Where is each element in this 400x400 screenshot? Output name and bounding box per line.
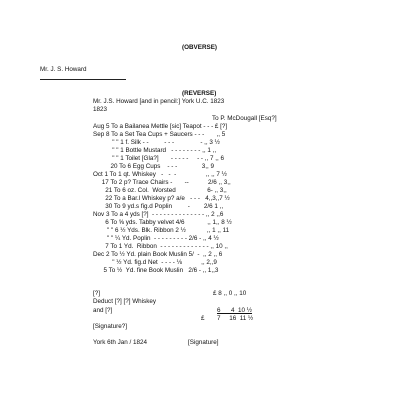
summary-deduction: 6 4 10 ½	[217, 307, 253, 314]
entry-line: " " 1 Bottle Mustard - - - - - - - - ,, 1 ,,	[93, 147, 217, 154]
entry-line: 7 To 1 Yd. Ribbon - - - - - - - - - - - - - ,, 10 ,,	[93, 243, 228, 250]
entry-line: Dec 2 To ½ Yd. plain Book Muslin 5/ - ,, 2 ,, 6	[93, 251, 223, 258]
entry-line: 30 To 9 yd.s fig.d Poplin - 2/6 1 ,,	[93, 203, 224, 210]
summary-label: [?]	[93, 290, 101, 297]
reverse-header-year: 1823	[93, 106, 108, 113]
entry-line: 5 To ½ Yd. fine Book Muslin 2/6 - ,, 1,,3	[93, 267, 219, 274]
entry-line: 17 To 2 p? Trace Chairs - -- 2/6 ,, 3,,	[93, 179, 231, 186]
summary-total: 7 16 11 ½	[217, 315, 254, 322]
entry-line: Nov 3 To a 4 yds [?] - - - - - - - - - - - - - - ,, 2 ,,6	[93, 211, 224, 218]
date-place: York 6th Jan / 1824	[93, 339, 148, 346]
entry-line: " " ¼ Yd. Poplin - - - - - - - - - 2/6 - ,, 4 ½	[93, 235, 219, 242]
summary-deduct-label-cont: and [?]	[93, 307, 113, 314]
entry-line: 20 To 6 Egg Cups - - - 3,, 9	[93, 163, 214, 170]
entry-line: " " 1 Toilet [Gla?] - - - - - - - ,, 7 ,, 6	[93, 155, 225, 162]
entry-line: Sep 8 To a Set Tea Cups + Saucers - - - ,, 5	[93, 131, 226, 138]
summary-total-currency: £	[201, 315, 205, 322]
entry-line: Aug 5 To a Bailanea Mettle [sic] Teapot - - - £ [?]	[93, 123, 228, 130]
entry-line: 6 To ⅝ yds. Tabby velvet 4/6 ,, 1,, 8 ½	[93, 219, 232, 226]
obverse-heading: (OBVERSE)	[182, 44, 217, 51]
entry-line: " " 6 ½ Yds. Blk. Ribbon 2 ½ ,, 1 ,, 11	[93, 227, 230, 234]
reverse-heading: (REVERSE)	[182, 90, 217, 97]
entry-line: 21 To 6 oz. Col. Worsted 6- ,, 3,,	[93, 187, 227, 194]
summary-deduct-label: Deduct [?] [?] Whiskey	[93, 298, 156, 305]
entry-line: 22 To a Bar.l Whiskey p? a/e - - - 4,,3,,7 ½	[93, 195, 230, 202]
obverse-divider	[40, 79, 126, 80]
summary-subtotal: £ 8 ,, 0 ,, 10	[213, 290, 247, 297]
reverse-recipient: To P. McDougall [Esq?]	[212, 115, 277, 122]
entry-line: Oct 1 To 1 qt. Whiskey - - - ,, ,, 7 ½	[93, 171, 227, 178]
entry-line: " ½ Yd. fig.d Net - - - - ⅛ ,, 2,,9	[93, 259, 217, 266]
reverse-header-line1: Mr. J.S. Howard [and in pencil:] York U.C. 1823	[93, 98, 225, 105]
signature: [Signature]	[188, 339, 219, 346]
obverse-addressee: Mr. J. S. Howard	[40, 66, 87, 73]
signature-placeholder: [Signature?]	[93, 323, 127, 330]
entry-line: " " 1 f. Silk - - - - - - ,, 3 ½	[93, 139, 220, 146]
